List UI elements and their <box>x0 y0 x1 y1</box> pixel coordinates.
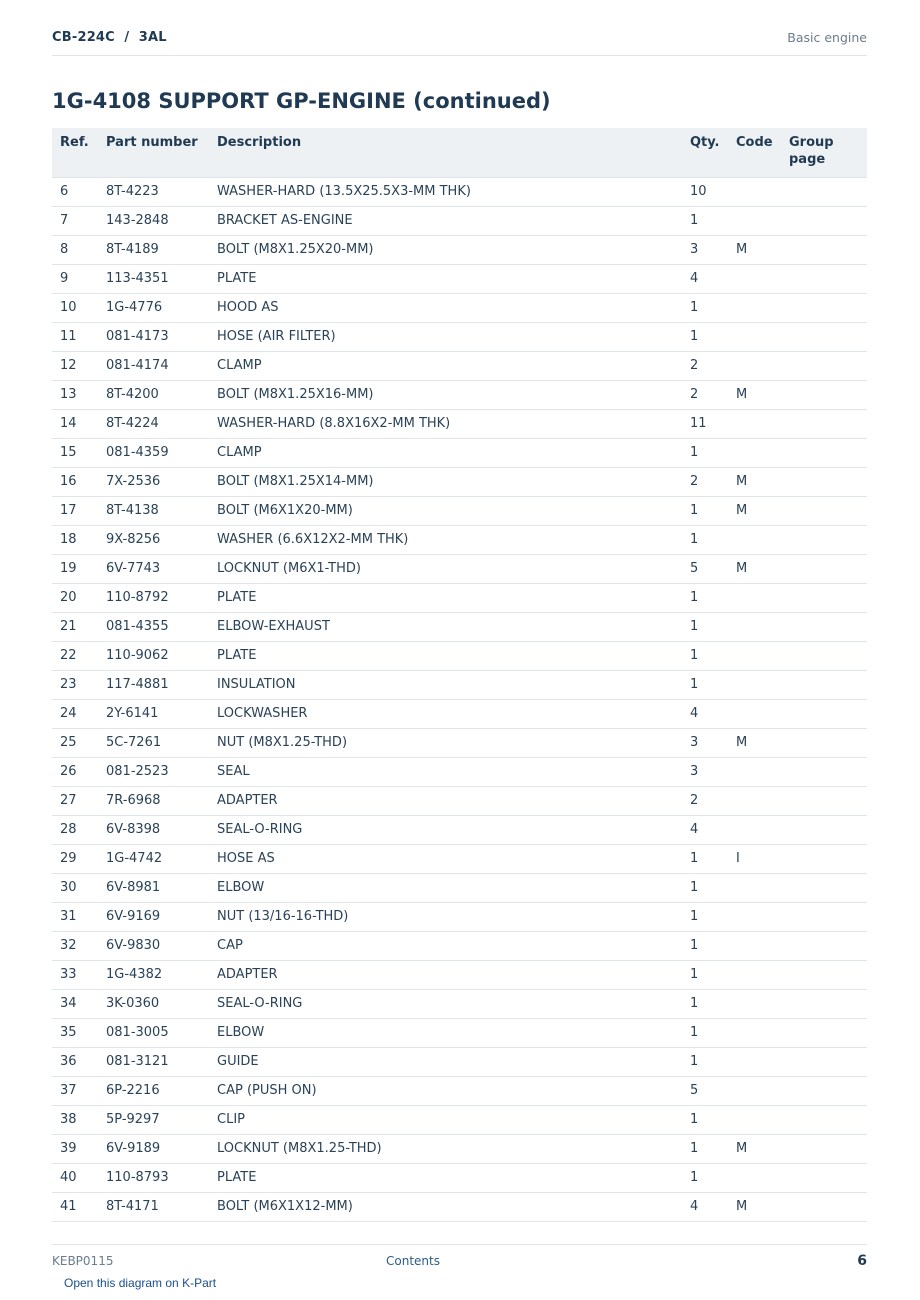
code-cell <box>728 438 781 467</box>
part-number-cell: 8T-4138 <box>98 496 209 525</box>
open-diagram-link[interactable]: Open this diagram on K-Part <box>64 1276 217 1290</box>
qty-cell: 4 <box>682 1192 728 1221</box>
table-row <box>52 351 867 380</box>
code-cell: M <box>728 1192 781 1221</box>
group-page-cell <box>781 293 867 322</box>
ref-cell: 26 <box>52 757 98 786</box>
qty-cell: 1 <box>682 844 728 873</box>
ref-cell: 32 <box>52 931 98 960</box>
table-row <box>52 496 867 525</box>
table-row <box>52 235 867 264</box>
code-cell <box>728 293 781 322</box>
group-page-cell <box>781 322 867 351</box>
description-cell: BOLT (M6X1X20-MM) <box>209 496 682 525</box>
part-number-cell: 081-4174 <box>98 351 209 380</box>
page-number: 6 <box>857 1253 867 1269</box>
page-header <box>52 28 867 56</box>
ref-cell: 41 <box>52 1192 98 1221</box>
ref-cell: 13 <box>52 380 98 409</box>
group-page-cell <box>781 264 867 293</box>
description-cell: CLAMP <box>209 351 682 380</box>
group-page-cell <box>781 380 867 409</box>
table-row <box>52 322 867 351</box>
qty-cell: 1 <box>682 1047 728 1076</box>
document-code: CB-224C / 3AL <box>52 30 167 45</box>
table-row <box>52 815 867 844</box>
code-cell <box>728 177 781 206</box>
ref-cell: 29 <box>52 844 98 873</box>
footer-document-code: KEBP0115 <box>52 1254 114 1268</box>
group-page-cell <box>781 525 867 554</box>
part-number-cell: 110-8792 <box>98 583 209 612</box>
table-row <box>52 525 867 554</box>
qty-cell: 1 <box>682 1134 728 1163</box>
table-row <box>52 699 867 728</box>
group-page-cell <box>781 583 867 612</box>
group-page-cell <box>781 1134 867 1163</box>
parts-table-body <box>52 177 867 1221</box>
ref-cell: 34 <box>52 989 98 1018</box>
description-cell: CAP <box>209 931 682 960</box>
table-row <box>52 206 867 235</box>
description-cell: INSULATION <box>209 670 682 699</box>
part-number-cell: 1G-4742 <box>98 844 209 873</box>
group-page-cell <box>781 931 867 960</box>
description-cell: SEAL-O-RING <box>209 815 682 844</box>
qty-cell: 3 <box>682 728 728 757</box>
group-page-cell <box>781 670 867 699</box>
description-cell: PLATE <box>209 1163 682 1192</box>
table-row <box>52 177 867 206</box>
ref-cell: 24 <box>52 699 98 728</box>
column-header-code: Code <box>728 128 781 177</box>
description-cell: LOCKWASHER <box>209 699 682 728</box>
group-page-cell <box>781 1076 867 1105</box>
column-header-part-number: Part number <box>98 128 209 177</box>
table-row <box>52 786 867 815</box>
table-row <box>52 1192 867 1221</box>
ref-cell: 35 <box>52 1018 98 1047</box>
ref-cell: 12 <box>52 351 98 380</box>
ref-cell: 39 <box>52 1134 98 1163</box>
description-cell: LOCKNUT (M8X1.25-THD) <box>209 1134 682 1163</box>
code-cell <box>728 409 781 438</box>
qty-cell: 1 <box>682 902 728 931</box>
code-cell <box>728 322 781 351</box>
part-number-cell: 8T-4171 <box>98 1192 209 1221</box>
part-number-cell: 6V-7743 <box>98 554 209 583</box>
part-number-cell: 6V-8398 <box>98 815 209 844</box>
group-page-cell <box>781 844 867 873</box>
qty-cell: 1 <box>682 873 728 902</box>
part-number-cell: 6V-9830 <box>98 931 209 960</box>
table-row <box>52 409 867 438</box>
group-page-cell <box>781 1047 867 1076</box>
description-cell: PLATE <box>209 583 682 612</box>
ref-cell: 19 <box>52 554 98 583</box>
qty-cell: 4 <box>682 264 728 293</box>
description-cell: SEAL-O-RING <box>209 989 682 1018</box>
group-page-cell <box>781 815 867 844</box>
group-page-cell <box>781 1018 867 1047</box>
group-page-cell <box>781 235 867 264</box>
description-cell: WASHER (6.6X12X2-MM THK) <box>209 525 682 554</box>
description-cell: ADAPTER <box>209 960 682 989</box>
page-footer <box>52 1244 867 1274</box>
table-row <box>52 670 867 699</box>
description-cell: HOSE AS <box>209 844 682 873</box>
description-cell: ELBOW <box>209 1018 682 1047</box>
table-row <box>52 293 867 322</box>
description-cell: WASHER-HARD (13.5X25.5X3-MM THK) <box>209 177 682 206</box>
table-row <box>52 1047 867 1076</box>
qty-cell: 2 <box>682 380 728 409</box>
description-cell: BOLT (M6X1X12-MM) <box>209 1192 682 1221</box>
column-header-group-page: Group page <box>781 128 867 177</box>
page-title-suffix: (continued) <box>405 89 551 113</box>
part-number-cell: 9X-8256 <box>98 525 209 554</box>
qty-cell: 1 <box>682 293 728 322</box>
ref-cell: 23 <box>52 670 98 699</box>
qty-cell: 1 <box>682 583 728 612</box>
code-cell <box>728 960 781 989</box>
part-number-cell: 5C-7261 <box>98 728 209 757</box>
group-page-cell <box>781 351 867 380</box>
ref-cell: 16 <box>52 467 98 496</box>
group-page-cell <box>781 786 867 815</box>
group-page-cell <box>781 1105 867 1134</box>
description-cell: LOCKNUT (M6X1-THD) <box>209 554 682 583</box>
ref-cell: 38 <box>52 1105 98 1134</box>
part-number-cell: 081-3005 <box>98 1018 209 1047</box>
qty-cell: 3 <box>682 235 728 264</box>
group-page-cell <box>781 177 867 206</box>
contents-link[interactable]: Contents <box>386 1254 440 1268</box>
code-cell <box>728 699 781 728</box>
description-cell: CAP (PUSH ON) <box>209 1076 682 1105</box>
description-cell: NUT (M8X1.25-THD) <box>209 728 682 757</box>
qty-cell: 2 <box>682 467 728 496</box>
table-row <box>52 902 867 931</box>
code-cell <box>728 873 781 902</box>
column-header-qty: Qty. <box>682 128 728 177</box>
part-number-cell: 081-4355 <box>98 612 209 641</box>
description-cell: ADAPTER <box>209 786 682 815</box>
code-cell: M <box>728 380 781 409</box>
page-title <box>52 89 551 113</box>
code-cell <box>728 902 781 931</box>
group-page-cell <box>781 206 867 235</box>
code-cell <box>728 989 781 1018</box>
table-row <box>52 554 867 583</box>
part-number-cell: 110-8793 <box>98 1163 209 1192</box>
code-cell: M <box>728 467 781 496</box>
description-cell: NUT (13/16-16-THD) <box>209 902 682 931</box>
description-cell: ELBOW-EXHAUST <box>209 612 682 641</box>
table-row <box>52 931 867 960</box>
description-cell: BOLT (M8X1.25X20-MM) <box>209 235 682 264</box>
description-cell: ELBOW <box>209 873 682 902</box>
ref-cell: 18 <box>52 525 98 554</box>
qty-cell: 4 <box>682 815 728 844</box>
group-page-cell <box>781 641 867 670</box>
description-cell: PLATE <box>209 641 682 670</box>
code-cell: M <box>728 554 781 583</box>
part-number-cell: 081-3121 <box>98 1047 209 1076</box>
qty-cell: 1 <box>682 525 728 554</box>
ref-cell: 21 <box>52 612 98 641</box>
ref-cell: 31 <box>52 902 98 931</box>
ref-cell: 25 <box>52 728 98 757</box>
description-cell: SEAL <box>209 757 682 786</box>
description-cell: BRACKET AS-ENGINE <box>209 206 682 235</box>
code-cell <box>728 612 781 641</box>
group-page-cell <box>781 699 867 728</box>
ref-cell: 17 <box>52 496 98 525</box>
description-cell: HOSE (AIR FILTER) <box>209 322 682 351</box>
ref-cell: 33 <box>52 960 98 989</box>
group-page-cell <box>781 873 867 902</box>
ref-cell: 20 <box>52 583 98 612</box>
group-page-cell <box>781 960 867 989</box>
code-cell <box>728 641 781 670</box>
qty-cell: 1 <box>682 960 728 989</box>
qty-cell: 2 <box>682 786 728 815</box>
code-cell: M <box>728 496 781 525</box>
code-cell <box>728 525 781 554</box>
code-cell: M <box>728 728 781 757</box>
ref-cell: 30 <box>52 873 98 902</box>
part-number-cell: 2Y-6141 <box>98 699 209 728</box>
qty-cell: 1 <box>682 989 728 1018</box>
code-cell <box>728 786 781 815</box>
table-row <box>52 438 867 467</box>
table-row <box>52 264 867 293</box>
table-row <box>52 612 867 641</box>
description-cell: CLAMP <box>209 438 682 467</box>
qty-cell: 1 <box>682 1018 728 1047</box>
part-number-cell: 110-9062 <box>98 641 209 670</box>
code-cell <box>728 1076 781 1105</box>
code-cell <box>728 1018 781 1047</box>
group-page-cell <box>781 612 867 641</box>
code-cell <box>728 815 781 844</box>
qty-cell: 5 <box>682 1076 728 1105</box>
qty-cell: 1 <box>682 1163 728 1192</box>
code-cell <box>728 931 781 960</box>
code-cell <box>728 757 781 786</box>
part-number-cell: 7X-2536 <box>98 467 209 496</box>
group-page-cell <box>781 989 867 1018</box>
code-cell <box>728 1105 781 1134</box>
description-cell: WASHER-HARD (8.8X16X2-MM THK) <box>209 409 682 438</box>
part-number-cell: 081-4359 <box>98 438 209 467</box>
part-number-cell: 081-2523 <box>98 757 209 786</box>
ref-cell: 7 <box>52 206 98 235</box>
qty-cell: 1 <box>682 322 728 351</box>
table-row <box>52 1105 867 1134</box>
table-row <box>52 989 867 1018</box>
code-cell <box>728 583 781 612</box>
ref-cell: 9 <box>52 264 98 293</box>
ref-cell: 8 <box>52 235 98 264</box>
qty-cell: 3 <box>682 757 728 786</box>
group-page-cell <box>781 496 867 525</box>
table-row <box>52 380 867 409</box>
parts-table <box>52 128 867 1222</box>
code-cell: M <box>728 1134 781 1163</box>
group-page-cell <box>781 1163 867 1192</box>
code-cell <box>728 206 781 235</box>
part-number-cell: 1G-4382 <box>98 960 209 989</box>
table-row <box>52 757 867 786</box>
qty-cell: 4 <box>682 699 728 728</box>
table-row <box>52 844 867 873</box>
group-page-cell <box>781 757 867 786</box>
part-number-cell: 8T-4189 <box>98 235 209 264</box>
ref-cell: 10 <box>52 293 98 322</box>
part-number-cell: 081-4173 <box>98 322 209 351</box>
description-cell: BOLT (M8X1.25X16-MM) <box>209 380 682 409</box>
part-number-cell: 6V-8981 <box>98 873 209 902</box>
description-cell: HOOD AS <box>209 293 682 322</box>
qty-cell: 10 <box>682 177 728 206</box>
qty-cell: 1 <box>682 612 728 641</box>
part-number-cell: 6V-9189 <box>98 1134 209 1163</box>
code-cell <box>728 351 781 380</box>
code-cell: I <box>728 844 781 873</box>
code-cell <box>728 1163 781 1192</box>
table-row <box>52 1163 867 1192</box>
ref-cell: 6 <box>52 177 98 206</box>
part-number-cell: 1G-4776 <box>98 293 209 322</box>
part-number-cell: 8T-4223 <box>98 177 209 206</box>
code-cell: M <box>728 235 781 264</box>
table-row <box>52 1018 867 1047</box>
part-number-cell: 5P-9297 <box>98 1105 209 1134</box>
group-page-cell <box>781 902 867 931</box>
part-number-cell: 6P-2216 <box>98 1076 209 1105</box>
ref-cell: 40 <box>52 1163 98 1192</box>
table-row <box>52 641 867 670</box>
part-number-cell: 117-4881 <box>98 670 209 699</box>
ref-cell: 11 <box>52 322 98 351</box>
part-number-cell: 3K-0360 <box>98 989 209 1018</box>
group-page-cell <box>781 1192 867 1221</box>
table-row <box>52 960 867 989</box>
table-row <box>52 583 867 612</box>
part-number-cell: 7R-6968 <box>98 786 209 815</box>
code-cell <box>728 670 781 699</box>
qty-cell: 5 <box>682 554 728 583</box>
description-cell: BOLT (M8X1.25X14-MM) <box>209 467 682 496</box>
qty-cell: 1 <box>682 1105 728 1134</box>
part-number-cell: 6V-9169 <box>98 902 209 931</box>
table-row <box>52 467 867 496</box>
qty-cell: 1 <box>682 496 728 525</box>
qty-cell: 2 <box>682 351 728 380</box>
part-number-cell: 113-4351 <box>98 264 209 293</box>
part-number-cell: 143-2848 <box>98 206 209 235</box>
ref-cell: 36 <box>52 1047 98 1076</box>
qty-cell: 1 <box>682 438 728 467</box>
part-number-cell: 8T-4224 <box>98 409 209 438</box>
qty-cell: 1 <box>682 641 728 670</box>
ref-cell: 22 <box>52 641 98 670</box>
table-row <box>52 1134 867 1163</box>
group-page-cell <box>781 728 867 757</box>
page-title-group: 1G-4108 SUPPORT GP-ENGINE <box>52 89 406 113</box>
group-page-cell <box>781 409 867 438</box>
qty-cell: 1 <box>682 931 728 960</box>
ref-cell: 15 <box>52 438 98 467</box>
ref-cell: 28 <box>52 815 98 844</box>
section-name: Basic engine <box>787 30 867 45</box>
ref-cell: 27 <box>52 786 98 815</box>
description-cell: GUIDE <box>209 1047 682 1076</box>
table-row <box>52 873 867 902</box>
column-header-description: Description <box>209 128 682 177</box>
qty-cell: 1 <box>682 206 728 235</box>
qty-cell: 11 <box>682 409 728 438</box>
table-row <box>52 1076 867 1105</box>
part-number-cell: 8T-4200 <box>98 380 209 409</box>
group-page-cell <box>781 438 867 467</box>
description-cell: CLIP <box>209 1105 682 1134</box>
description-cell: PLATE <box>209 264 682 293</box>
group-page-cell <box>781 467 867 496</box>
ref-cell: 37 <box>52 1076 98 1105</box>
code-cell <box>728 1047 781 1076</box>
group-page-cell <box>781 554 867 583</box>
code-cell <box>728 264 781 293</box>
table-header-row <box>52 128 867 177</box>
qty-cell: 1 <box>682 670 728 699</box>
table-row <box>52 728 867 757</box>
ref-cell: 14 <box>52 409 98 438</box>
column-header-ref: Ref. <box>52 128 98 177</box>
